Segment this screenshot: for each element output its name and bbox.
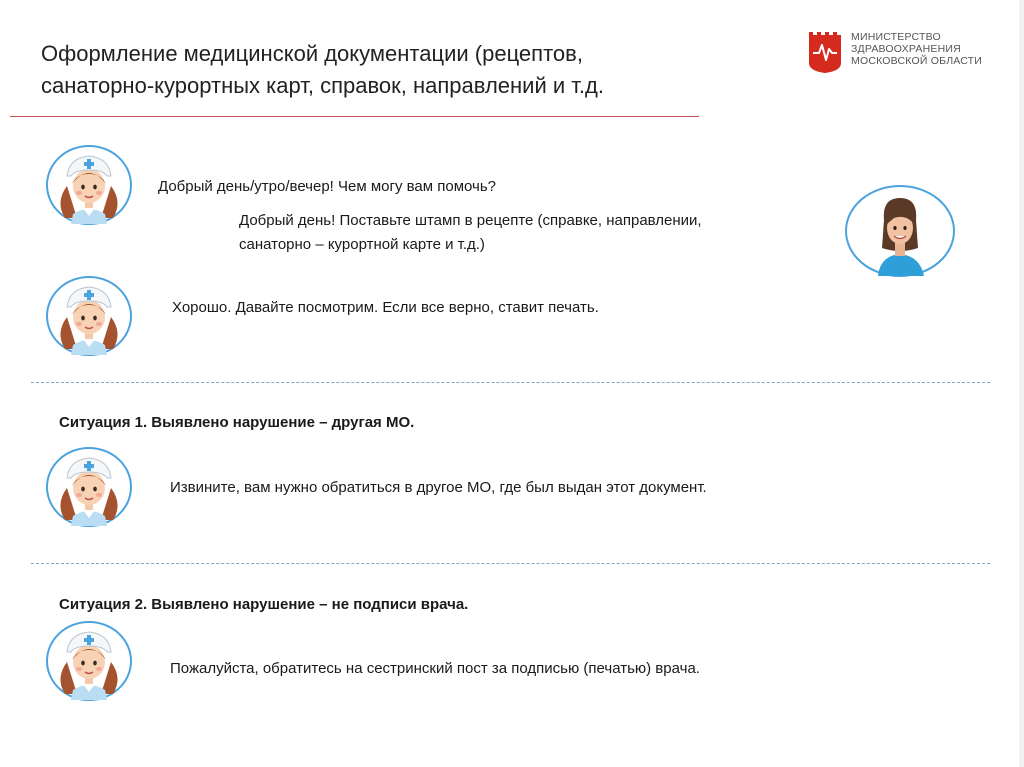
patient-reply-line-1: Добрый день! Поставьте штамп в рецепте (справке, направлении, <box>239 212 702 229</box>
nurse-icon <box>45 446 133 528</box>
nurse-avatar <box>45 144 133 226</box>
ministry-name-line-3: МОСКОВСКОЙ ОБЛАСТИ <box>851 55 983 67</box>
nurse-greeting: Добрый день/утро/вечер! Чем могу вам помочь? <box>158 178 496 195</box>
situation-1-heading: Ситуация 1. Выявлено нарушение – другая МО. <box>59 414 415 431</box>
page-title-line-2: санаторно-курортных карт, справок, направлений и т.д. <box>41 73 604 98</box>
slide-edge <box>1019 0 1024 767</box>
page-title-line-1: Оформление медицинской документации (рецептов, <box>41 41 583 66</box>
patient-icon <box>844 184 956 278</box>
nurse-icon <box>45 144 133 226</box>
page-title <box>41 38 721 102</box>
situation-1-nurse-text: Извините, вам нужно обратиться в другое МО, где был выдан этот документ. <box>170 479 707 496</box>
patient-reply-line-2: санаторно – курортной карте и т.д.) <box>239 236 485 253</box>
ministry-logo <box>806 27 1006 77</box>
nurse-avatar <box>45 620 133 702</box>
nurse-avatar <box>45 275 133 357</box>
patient-avatar <box>844 184 956 278</box>
nurse-avatar <box>45 446 133 528</box>
nurse-icon <box>45 275 133 357</box>
ministry-name <box>851 31 982 67</box>
section-divider <box>31 382 990 383</box>
section-divider <box>31 563 990 564</box>
ministry-emblem-icon <box>806 27 844 73</box>
ministry-name-line-1: МИНИСТЕРСТВО <box>851 31 941 43</box>
situation-2-nurse-text: Пожалуйста, обратитесь на сестринский пост за подписью (печатью) врача. <box>170 660 700 677</box>
ministry-name-line-2: ЗДРАВООХРАНЕНИЯ <box>851 43 961 55</box>
title-underline <box>10 116 699 117</box>
nurse-check-text: Хорошо. Давайте посмотрим. Если все верно, ставит печать. <box>172 299 599 316</box>
situation-2-heading: Ситуация 2. Выявлено нарушение – не подписи врача. <box>59 596 469 613</box>
nurse-icon <box>45 620 133 702</box>
